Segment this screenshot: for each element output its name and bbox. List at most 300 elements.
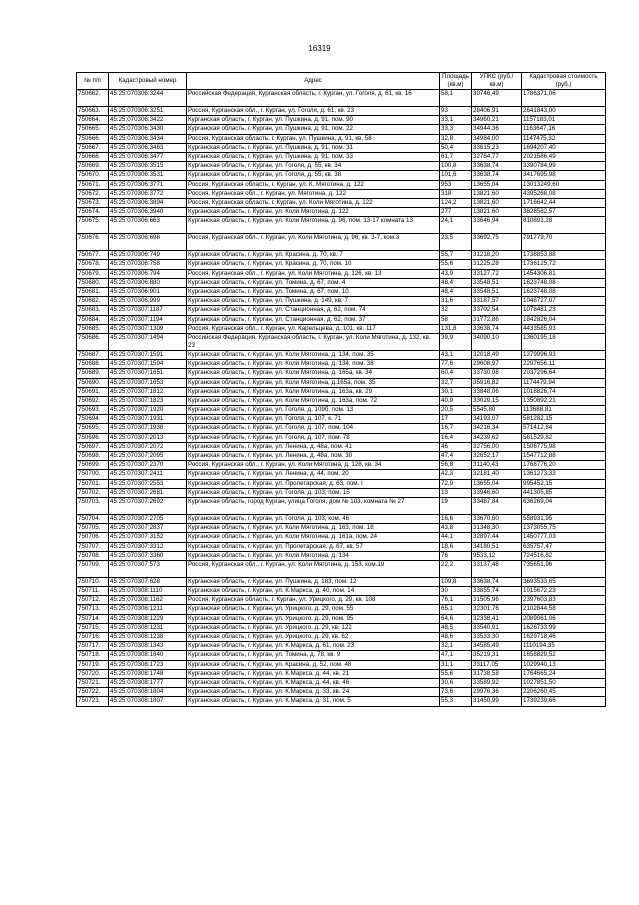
cadastral-value-cell: 1015672,23 <box>522 587 606 596</box>
cadastral-value-cell: 558931,95 <box>522 514 606 523</box>
address-cell: Курганская область, г. Курган, ул. Коли Мяготина, д. 96, пом. 13-17 комната 13 <box>187 217 440 234</box>
table-row <box>77 623 606 632</box>
cadastral-value-cell: 1547712,88 <box>522 452 606 461</box>
row-number-cell: 750702. <box>77 488 109 497</box>
cadastral-number-cell: 45:25:070308:1723 <box>109 660 187 669</box>
upks-cell: 34180,51 <box>472 542 522 551</box>
table-row <box>77 497 606 514</box>
column-header-area: Площадь (кв.м) <box>440 73 472 90</box>
cadastral-value-cell: 571412,84 <box>522 424 606 433</box>
table-row <box>77 387 606 396</box>
row-number-cell: 750683. <box>77 306 109 315</box>
cadastral-value-cell: 2037296,64 <box>522 369 606 378</box>
address-cell: Россия, Курганская обл., г. Курган, ул. Коли Мяготина, д. 153, ком.19 <box>187 560 440 577</box>
cadastral-number-cell: 45:25:070307:1591 <box>109 350 187 359</box>
upks-cell: 33533,30 <box>472 633 522 642</box>
area-cell: 72,9 <box>440 479 472 488</box>
address-cell: Курганская область, г. Курган, ул. Пушкина, д. 183, пом. 12 <box>187 577 440 586</box>
table-row <box>77 542 606 551</box>
cadastral-number-cell: 45:25:070306:3463 <box>109 143 187 152</box>
address-cell: Курганская область, г. Курган, ул. Гоголя, д. 109б, пом. 13 <box>187 406 440 415</box>
area-cell: 48,6 <box>440 633 472 642</box>
row-number-cell: 750692. <box>77 396 109 405</box>
cadastral-number-cell: 45:25:070307:573 <box>109 560 187 577</box>
row-number-cell: 750671. <box>77 180 109 189</box>
area-cell: 33,1 <box>440 116 472 125</box>
upks-cell: 32764,77 <box>472 152 522 161</box>
row-number-cell: 750694. <box>77 415 109 424</box>
upks-cell: 33702,54 <box>472 306 522 315</box>
area-cell: 31,1 <box>440 660 472 669</box>
area-cell: 58,1 <box>440 90 472 107</box>
table-row <box>77 488 606 497</box>
cadastral-number-cell: 45:25:070306:901 <box>109 288 187 297</box>
area-cell: 23,5 <box>440 234 472 251</box>
cadastral-number-cell: 45:25:070308:1343 <box>109 642 187 651</box>
area-cell: 131,8 <box>440 324 472 333</box>
cadastral-number-cell: 45:25:070308:1640 <box>109 651 187 660</box>
table-row <box>77 533 606 542</box>
cadastral-value-cell: 3828582,57 <box>522 208 606 217</box>
cadastral-number-cell: 45:25:070307:2837 <box>109 524 187 533</box>
row-number-cell: 750682. <box>77 297 109 306</box>
upks-cell: 33848,06 <box>472 387 522 396</box>
table-row <box>77 452 606 461</box>
table-row <box>77 524 606 533</box>
upks-cell: 31738,58 <box>472 669 522 678</box>
address-cell: Курганская область, г. Курган, ул. Гоголя, д. 107, пом. 104 <box>187 424 440 433</box>
upks-cell: 32018,49 <box>472 350 522 359</box>
area-cell: 101,6 <box>440 171 472 180</box>
area-cell: 42,3 <box>440 470 472 479</box>
cadastral-number-cell: 45:25:070306:880 <box>109 278 187 287</box>
area-cell: 19 <box>440 497 472 514</box>
upks-cell: 33638,74 <box>472 577 522 586</box>
address-cell: Курганская область, г. Курган, ул. Урицкого, д. 29, кв. 122 <box>187 623 440 632</box>
address-cell: Российская Федерация, Курганская область, г. Курган, ул. Гоголя, д. 61, кв. 16 <box>187 90 440 107</box>
cadastral-value-cell: 1027851,50 <box>522 678 606 687</box>
area-cell: 30,6 <box>440 678 472 687</box>
table-row <box>77 90 606 107</box>
cadastral-value-cell: 2021586,49 <box>522 152 606 161</box>
upks-cell: 33137,48 <box>472 560 522 577</box>
area-cell: 61,7 <box>440 152 472 161</box>
address-cell: Курганская область, г. Курган, ул. К.Маркса, д. 40, пом. 14 <box>187 587 440 596</box>
cadastral-value-cell: 1350892,21 <box>522 396 606 405</box>
address-cell: Россия, Курганская обл., г. Курган, ул. Коли Мяготина, д. 126, кв. 13 <box>187 269 440 278</box>
cadastral-value-cell: 2089061,06 <box>522 614 606 623</box>
table-row <box>77 324 606 333</box>
address-cell: Курганская область, г. Курган, ул. Гоголя, д. 103, пом. 15 <box>187 488 440 497</box>
upks-cell: 33615,23 <box>472 143 522 152</box>
table-row <box>77 406 606 415</box>
address-cell: Курганская область, г. Курган, ул. Гоголя, д. 55, кв. 34 <box>187 162 440 171</box>
area-cell: 73,6 <box>440 688 472 697</box>
cadastral-value-cell: 724516,82 <box>522 551 606 560</box>
row-number-cell: 750715. <box>77 623 109 632</box>
cadastral-number-cell: 45:25:070306:749 <box>109 251 187 260</box>
cadastral-number-cell: 45:25:070307:1920 <box>109 406 187 415</box>
cadastral-value-cell: 1736125,72 <box>522 260 606 269</box>
cadastral-value-cell: 2397603,83 <box>522 596 606 605</box>
cadastral-number-cell: 45:25:070307:3312 <box>109 542 187 551</box>
cadastral-number-cell: 45:25:070307:2095 <box>109 452 187 461</box>
cadastral-value-cell: 4433585,93 <box>522 324 606 333</box>
row-number-cell: 750711. <box>77 587 109 596</box>
cadastral-number-cell: 45:25:070306:698 <box>109 234 187 251</box>
upks-cell: 29976,36 <box>472 688 522 697</box>
area-cell: 47,1 <box>440 651 472 660</box>
row-number-cell: 750679. <box>77 269 109 278</box>
row-number-cell: 750676. <box>77 234 109 251</box>
row-number-cell: 750689. <box>77 369 109 378</box>
row-number-cell: 750666. <box>77 134 109 143</box>
cadastral-value-cell: 2641843,00 <box>522 107 606 116</box>
address-cell: Курганская область, г. Курган, ул. Коли Мяготина, д.165а, пом. 35 <box>187 378 440 387</box>
area-cell: 93 <box>440 107 472 116</box>
area-cell: 56,8 <box>440 461 472 470</box>
cadastral-number-cell: 45:25:070306:3251 <box>109 107 187 116</box>
upks-cell: 32181,40 <box>472 470 522 479</box>
area-cell: 953 <box>440 180 472 189</box>
cadastral-value-cell: 1506775,98 <box>522 442 606 451</box>
upks-cell: 13655,04 <box>472 180 522 189</box>
page-number: 16319 <box>308 44 331 53</box>
upks-cell: 13655,04 <box>472 479 522 488</box>
address-cell: Россия, Курганская область, г. Курган, ул. Пушкина, д. 91, кв. 58 <box>187 134 440 143</box>
cadastral-value-cell: 1018826,74 <box>522 387 606 396</box>
row-number-cell: 750706. <box>77 533 109 542</box>
address-cell: Курганская область, г. Курган, ул. Коли Мяготина, д. 134, пом. 35 <box>187 350 440 359</box>
upks-cell: 34585,49 <box>472 642 522 651</box>
area-cell: 30 <box>440 587 472 596</box>
area-cell: 31,6 <box>440 297 472 306</box>
upks-cell: 31348,30 <box>472 524 522 533</box>
row-number-cell: 750697. <box>77 442 109 451</box>
cadastral-value-cell: 1842826,04 <box>522 315 606 324</box>
table-row <box>77 251 606 260</box>
cadastral-number-cell: 45:25:070307:2705 <box>109 514 187 523</box>
address-cell: Курганская область, г. Курган, ул. Коли Мяготина, д. 163а, пом. 72 <box>187 396 440 405</box>
address-cell: Курганская область, город Курган, улица Гоголя, дом № 103, комната № 27 <box>187 497 440 514</box>
upks-cell: 33638,74 <box>472 162 522 171</box>
address-cell: Российская Федерация, Курганская область, г. Курган, ул. Коли Мяготина, д. 132, кв. 23 <box>187 333 440 350</box>
row-number-cell: 750684. <box>77 315 109 324</box>
cadastral-value-cell: 1739239,66 <box>522 697 606 706</box>
table-row <box>77 587 606 596</box>
upks-cell: 33117,05 <box>472 660 522 669</box>
address-cell: Курганская область, г. Курган, ул. Станционная, д. 62, пом. 37 <box>187 315 440 324</box>
cadastral-value-cell: 441305,85 <box>522 488 606 497</box>
address-cell: Курганская область, г. Курган, ул. Пушкина, д. 91, пом. 22 <box>187 125 440 134</box>
upks-cell: 33855,74 <box>472 587 522 596</box>
address-cell: Курганская область, г. Курган, ул. Гоголя, д. 103, ком. 46 <box>187 514 440 523</box>
cadastral-value-cell: 13013249,60 <box>522 180 606 189</box>
table-row <box>77 633 606 642</box>
cadastral-value-cell: 561529,82 <box>522 433 606 442</box>
cadastral-number-cell: 45:25:070307:1651 <box>109 369 187 378</box>
table-row <box>77 479 606 488</box>
area-cell: 65,1 <box>440 605 472 614</box>
table-row <box>77 396 606 405</box>
cadastral-value-cell: 1768776,20 <box>522 461 606 470</box>
row-number-cell: 750718. <box>77 651 109 660</box>
address-cell: Курганская область, г. Курган, ул. Пушкина, д. 149, кв. 7 <box>187 297 440 306</box>
table-row <box>77 360 606 369</box>
upks-cell: 34984,00 <box>472 134 522 143</box>
cadastral-number-cell: 45:25:070307:2013 <box>109 433 187 442</box>
area-cell: 17 <box>440 415 472 424</box>
area-cell: 32 <box>440 306 472 315</box>
cadastral-number-cell: 45:25:070306:3422 <box>109 116 187 125</box>
cadastral-number-cell: 45:25:070308:1229 <box>109 614 187 623</box>
area-cell: 60,4 <box>440 369 472 378</box>
address-cell: Курганская область, г. Курган, ул. Ленина, д. 44, пом. 20 <box>187 470 440 479</box>
row-number-cell: 750719. <box>77 660 109 669</box>
row-number-cell: 750677. <box>77 251 109 260</box>
cadastral-value-cell: 1360195,18 <box>522 333 606 350</box>
table-row <box>77 260 606 269</box>
area-cell: 58 <box>440 315 472 324</box>
cadastral-value-cell: 1716642,44 <box>522 198 606 207</box>
column-header-cadastral-number: Кадастровый номер <box>109 73 187 90</box>
address-cell: Курганская область, г. Курган, ул. Томина, д. 78, кв. 9 <box>187 651 440 660</box>
row-number-cell: 750664. <box>77 116 109 125</box>
cadastral-number-cell: 45:25:070307:2072 <box>109 442 187 451</box>
table-row <box>77 369 606 378</box>
upks-cell: 32897,44 <box>472 533 522 542</box>
upks-cell: 13821,60 <box>472 189 522 198</box>
address-cell: Россия, Курганская обл., г. Курган, ул. Мяготина, д. 122 <box>187 189 440 198</box>
cadastral-number-cell: 45:25:070307:1494 <box>109 333 187 350</box>
row-number-cell: 750665. <box>77 125 109 134</box>
cadastral-number-cell: 45:25:070308:1748 <box>109 669 187 678</box>
area-cell: 48,4 <box>440 278 472 287</box>
table-header-row <box>77 73 606 90</box>
area-cell: 32,1 <box>440 642 472 651</box>
upks-cell: 34090,10 <box>472 333 522 350</box>
upks-cell: 13821,60 <box>472 198 522 207</box>
table-row <box>77 551 606 560</box>
table-row <box>77 577 606 586</box>
cadastral-value-cell: 735651,96 <box>522 560 606 577</box>
row-number-cell: 750688. <box>77 360 109 369</box>
area-cell: 24,1 <box>440 217 472 234</box>
upks-cell: 31505,96 <box>472 596 522 605</box>
upks-cell: 34960,21 <box>472 116 522 125</box>
table-row <box>77 350 606 359</box>
cadastral-number-cell: 45:25:070306:3515 <box>109 162 187 171</box>
upks-cell: 33487,84 <box>472 497 522 514</box>
address-cell: Курганская область, г. Курган, ул. Урицкого, д. 29, кв. 62 <box>187 633 440 642</box>
address-cell: Курганская область, г. Курган, ул. Коли Мяготина, д. 165а, кв. 34 <box>187 369 440 378</box>
area-cell: 43,8 <box>440 524 472 533</box>
area-cell: 16,4 <box>440 433 472 442</box>
address-cell: Курганская область, г. Курган, ул. К.Маркса, д. 33, кв. 24 <box>187 688 440 697</box>
row-number-cell: 750669. <box>77 162 109 171</box>
table-row <box>77 651 606 660</box>
table-row <box>77 424 606 433</box>
row-number-cell: 750672. <box>77 189 109 198</box>
cadastral-number-cell: 45:25:070307:1309 <box>109 324 187 333</box>
address-cell: Курганская область, г. Курган, ул. Красина, д. 70, кв. 7 <box>187 251 440 260</box>
cadastral-value-cell: 791779,70 <box>522 234 606 251</box>
upks-cell: 30746,49 <box>472 90 522 107</box>
area-cell: 32,7 <box>440 378 472 387</box>
cadastral-value-cell: 1174479,94 <box>522 378 606 387</box>
row-number-cell: 750678. <box>77 260 109 269</box>
cadastral-value-cell: 1147475,32 <box>522 134 606 143</box>
table-row <box>77 189 606 198</box>
cadastral-number-cell: 45:25:070306:3531 <box>109 171 187 180</box>
row-number-cell: 750721. <box>77 678 109 687</box>
table-row <box>77 596 606 605</box>
upks-cell: 5545,80 <box>472 406 522 415</box>
cadastral-value-cell: 113688,81 <box>522 406 606 415</box>
table-row <box>77 297 606 306</box>
address-cell: Курганская область, г. Курган, ул. Красина, д. 52, пом. 48 <box>187 660 440 669</box>
upks-cell: 35219,31 <box>472 651 522 660</box>
row-number-cell: 750704. <box>77 514 109 523</box>
cadastral-value-cell: 1048727,07 <box>522 297 606 306</box>
cadastral-number-cell: 45:25:070306:663 <box>109 217 187 234</box>
address-cell: Курганская область, г. Курган, ул. К.Маркса, д. 44, кв. 21 <box>187 669 440 678</box>
cadastral-value-cell: 3390784,99 <box>522 162 606 171</box>
upks-cell: 33127,72 <box>472 269 522 278</box>
cadastral-value-cell: 2102844,58 <box>522 605 606 614</box>
cadastral-number-cell: 45:25:070308:1807 <box>109 697 187 706</box>
table-row <box>77 514 606 523</box>
row-number-cell: 750670. <box>77 171 109 180</box>
cadastral-value-cell: 1786371,06 <box>522 90 606 107</box>
table-row <box>77 116 606 125</box>
upks-cell: 32756,00 <box>472 442 522 451</box>
table-row <box>77 697 606 706</box>
cadastral-value-cell: 4395268,08 <box>522 189 606 198</box>
table-row <box>77 688 606 697</box>
address-cell: Россия, Курганская обл., г. Курган, ул. Гоголя, д. 61, кв. 23 <box>187 107 440 116</box>
cadastral-number-cell: 45:25:070308:1231 <box>109 623 187 632</box>
cadastral-value-cell: 995452,15 <box>522 479 606 488</box>
cadastral-number-cell: 45:25:070307:1931 <box>109 415 187 424</box>
cadastral-number-cell: 45:25:070307:1812 <box>109 387 187 396</box>
row-number-cell: 750705. <box>77 524 109 533</box>
cadastral-number-cell: 45:25:070306:758 <box>109 260 187 269</box>
address-cell: Курганская область, г. Курган, ул. Коли Мяготина, д. 163а, кв. 29 <box>187 387 440 396</box>
row-number-cell: 750703. <box>77 497 109 514</box>
address-cell: Курганская область, г. Курган, ул. Гоголя, д. 107, пом. 78 <box>187 433 440 442</box>
cadastral-number-cell: 45:25:070306:3940 <box>109 208 187 217</box>
upks-cell: 33946,60 <box>472 488 522 497</box>
row-number-cell: 750681. <box>77 288 109 297</box>
cadastral-value-cell: 581282,15 <box>522 415 606 424</box>
area-cell: 16,6 <box>440 514 472 523</box>
address-cell: Курганская область, г. Курган, ул. Коли Мяготина, д. 161а, пом. 24 <box>187 533 440 542</box>
upks-cell: 33638,74 <box>472 324 522 333</box>
address-cell: Курганская область, г. Курган, ул. Коли Мяготина, д. 122 <box>187 208 440 217</box>
row-number-cell: 750709. <box>77 560 109 577</box>
upks-cell: 32301,76 <box>472 605 522 614</box>
cadastral-value-cell: 1373055,75 <box>522 524 606 533</box>
area-cell: 39,9 <box>440 333 472 350</box>
upks-cell: 34944,36 <box>472 125 522 134</box>
table-row <box>77 269 606 278</box>
address-cell: Курганская область, г. Курган, ул. Коли Мяготина, д. 163, пом. 18 <box>187 524 440 533</box>
table-row <box>77 278 606 287</box>
area-cell: 55,7 <box>440 251 472 260</box>
table-row <box>77 415 606 424</box>
cadastral-value-cell: 1163647,16 <box>522 125 606 134</box>
upks-cell: 33692,75 <box>472 234 522 251</box>
table-row <box>77 660 606 669</box>
table-row <box>77 442 606 451</box>
cadastral-number-cell: 45:25:070307:1823 <box>109 396 187 405</box>
cadastral-number-cell: 45:25:070307:3360 <box>109 551 187 560</box>
cadastral-number-cell: 45:25:070308:1162 <box>109 596 187 605</box>
cadastral-value-cell: 1029940,13 <box>522 660 606 669</box>
cadastral-number-cell: 45:25:070306:3772 <box>109 189 187 198</box>
area-cell: 32,8 <box>440 134 472 143</box>
cadastral-number-cell: 45:25:070306:3771 <box>109 180 187 189</box>
upks-cell: 33670,60 <box>472 514 522 523</box>
row-number-cell: 750723. <box>77 697 109 706</box>
table-row <box>77 288 606 297</box>
cadastral-value-cell: 635757,47 <box>522 542 606 551</box>
table-row <box>77 669 606 678</box>
area-cell: 22,2 <box>440 560 472 577</box>
address-cell: Курганская область, г. Курган, ул. Урицкого, д. 29, пом. 95 <box>187 614 440 623</box>
column-header-address: Адрес <box>187 73 440 90</box>
area-cell: 43,1 <box>440 350 472 359</box>
cadastral-number-cell: 45:25:070308:1777 <box>109 678 187 687</box>
area-cell: 40,9 <box>440 396 472 405</box>
upks-cell: 33548,51 <box>472 278 522 287</box>
address-cell: Курганская область, г. Курган, ул. К.Маркса, д. 44, кв. 46 <box>187 678 440 687</box>
cadastral-value-cell: 1361273,33 <box>522 470 606 479</box>
table-row <box>77 378 606 387</box>
address-cell: Курганская область, г. Курган, ул. Урицкого, д. 29, пом. 55 <box>187 605 440 614</box>
address-cell: Курганская область, г. Курган, ул. Коли Мяготина, д. 134 <box>187 551 440 560</box>
row-number-cell: 750700. <box>77 470 109 479</box>
upks-cell: 32338,41 <box>472 614 522 623</box>
row-number-cell: 750722. <box>77 688 109 697</box>
table-row <box>77 143 606 152</box>
upks-cell: 35916,82 <box>472 378 522 387</box>
address-cell: Курганская область, г. Курган, ул. Коли Мяготина, д. 134, пом. 38 <box>187 360 440 369</box>
address-cell: Россия, Курганская область, г. Курган, ул. Урицкого, д. 29, кв. 108 <box>187 596 440 605</box>
upks-cell: 31218,20 <box>472 251 522 260</box>
cadastral-number-cell: 45:25:070306:3894 <box>109 198 187 207</box>
table-row <box>77 217 606 234</box>
cadastral-value-cell: 810891,28 <box>522 217 606 234</box>
table-row <box>77 306 606 315</box>
area-cell: 64,6 <box>440 614 472 623</box>
cadastral-number-cell: 45:25:070306:794 <box>109 269 187 278</box>
cadastral-number-cell: 45:25:070307:2692 <box>109 497 187 514</box>
row-number-cell: 750712. <box>77 596 109 605</box>
row-number-cell: 750685. <box>77 324 109 333</box>
upks-cell: 32652,17 <box>472 452 522 461</box>
row-number-cell: 750674. <box>77 208 109 217</box>
cadastral-value-table <box>76 72 606 707</box>
row-number-cell: 750668. <box>77 152 109 161</box>
row-number-cell: 750686. <box>77 333 109 350</box>
cadastral-value-cell: 2206260,45 <box>522 688 606 697</box>
upks-cell: 31140,43 <box>472 461 522 470</box>
row-number-cell: 750714. <box>77 614 109 623</box>
area-cell: 55,3 <box>440 697 472 706</box>
table-row <box>77 234 606 251</box>
